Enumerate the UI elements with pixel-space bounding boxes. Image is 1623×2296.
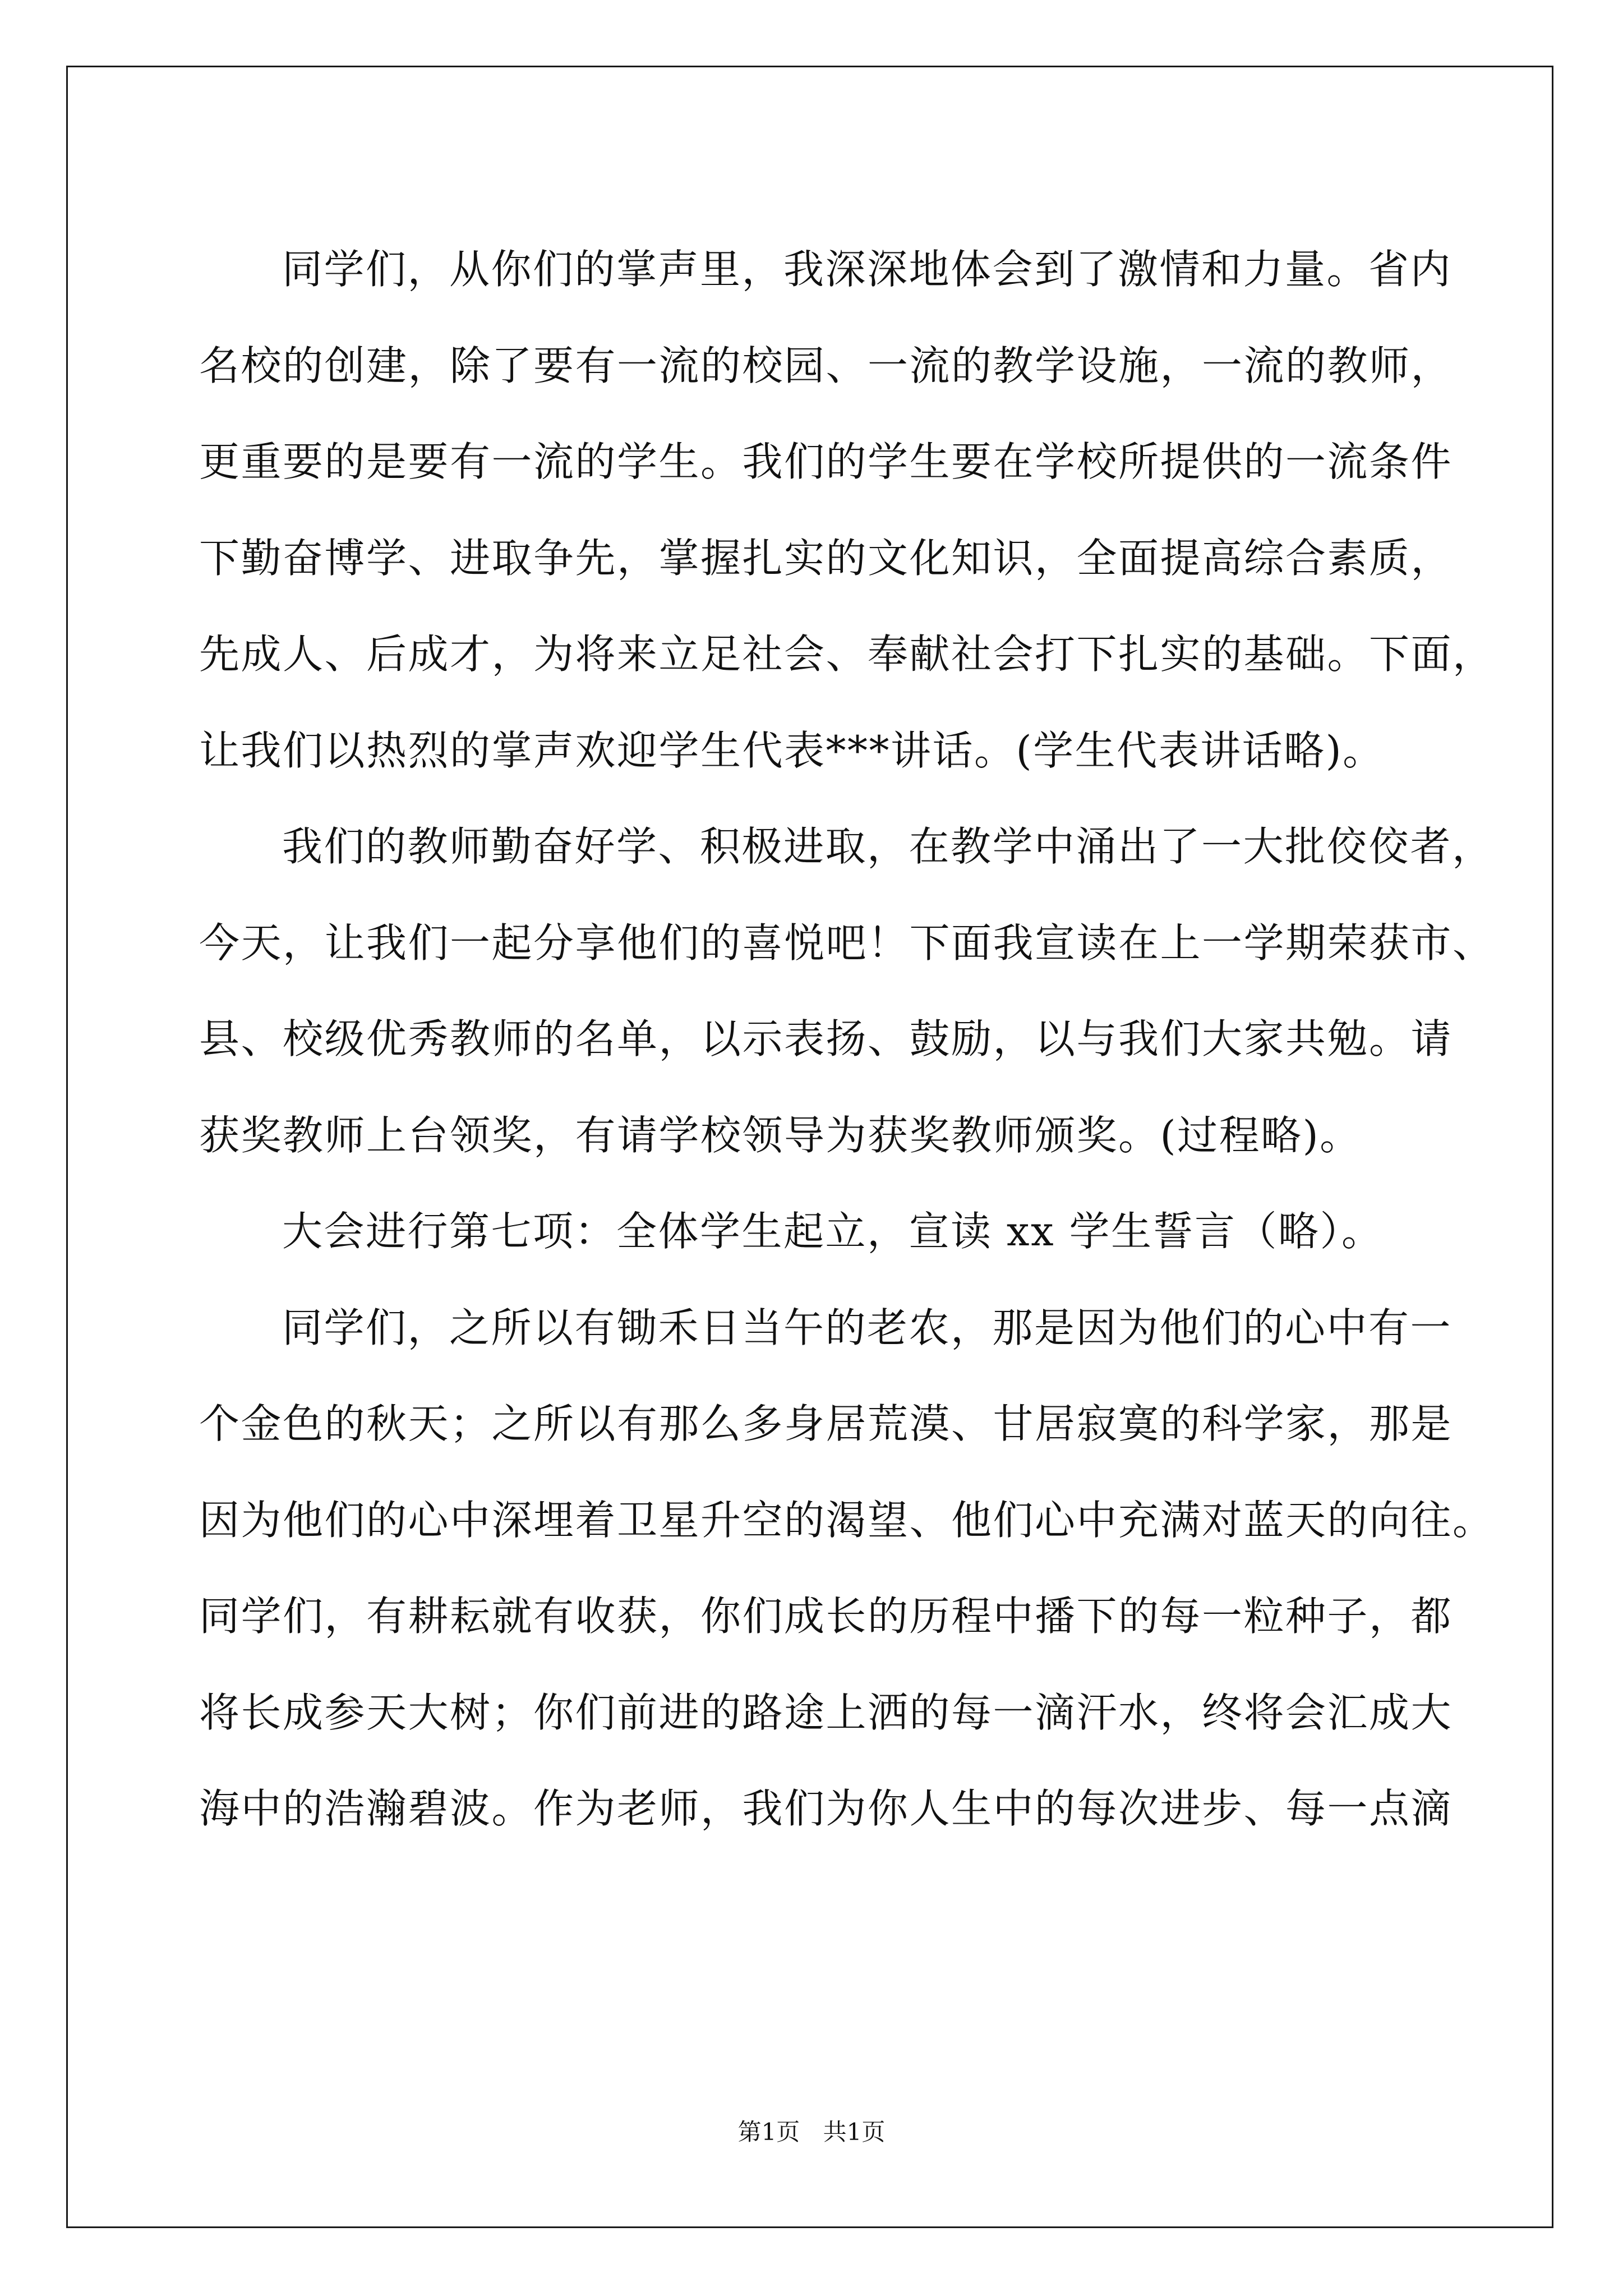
text-line: 海中的浩瀚碧波。作为老师，我们为你人生中的每次进步、每一点滴 xyxy=(199,1785,1453,1832)
text-line: 让我们以热烈的掌声欢迎学生代表***讲话。(学生代表讲话略)。 xyxy=(199,726,1385,774)
text-line: 县、校级优秀教师的名单，以示表扬、鼓励，以与我们大家共勉。请 xyxy=(199,1015,1453,1062)
text-line: 同学们，有耕耘就有收获，你们成长的历程中播下的每一粒种子，都 xyxy=(199,1593,1453,1640)
text-line: 获奖教师上台领奖，有请学校领导为获奖教师颁奖。(过程略)。 xyxy=(199,1111,1362,1159)
text-line: 先成人、后成才，为将来立足社会、奉献社会打下扎实的基础。下面， xyxy=(199,631,1495,678)
text-line: 同学们，从你们的掌声里，我深深地体会到了激情和力量。省内 xyxy=(282,246,1453,293)
text-line: 名校的创建，除了要有一流的校园、一流的教学设施，一流的教师， xyxy=(199,342,1453,389)
page-number-current: 第1页 xyxy=(737,2118,800,2146)
text-line: 同学们，之所以有锄禾日当午的老农，那是因为他们的心中有一 xyxy=(282,1304,1453,1351)
text-line: 因为他们的心中深埋着卫星升空的渴望、他们心中充满对蓝天的向往。 xyxy=(199,1496,1495,1544)
text-line: 大会进行第七项：全体学生起立，宣读 xx 学生誓言（略）。 xyxy=(282,1208,1384,1255)
text-line: 我们的教师勤奋好学、积极进取，在教学中涌出了一大批佼佼者， xyxy=(282,823,1494,870)
text-line: 更重要的是要有一流的学生。我们的学生要在学校所提供的一流条件 xyxy=(199,438,1453,485)
text-line: 将长成参天大树；你们前进的路途上洒的每一滴汗水，终将会汇成大 xyxy=(199,1688,1453,1736)
text-line: 个金色的秋天；之所以有那么多身居荒漠、甘居寂寞的科学家，那是 xyxy=(199,1400,1453,1447)
document-body xyxy=(199,222,1495,1857)
page-footer xyxy=(0,2114,1623,2147)
text-line: 下勤奋博学、进取争先，掌握扎实的文化知识，全面提高综合素质， xyxy=(199,534,1453,582)
page-number-total: 共1页 xyxy=(823,2118,886,2146)
text-line: 今天，让我们一起分享他们的喜悦吧！下面我宣读在上一学期荣获市、 xyxy=(199,919,1495,967)
